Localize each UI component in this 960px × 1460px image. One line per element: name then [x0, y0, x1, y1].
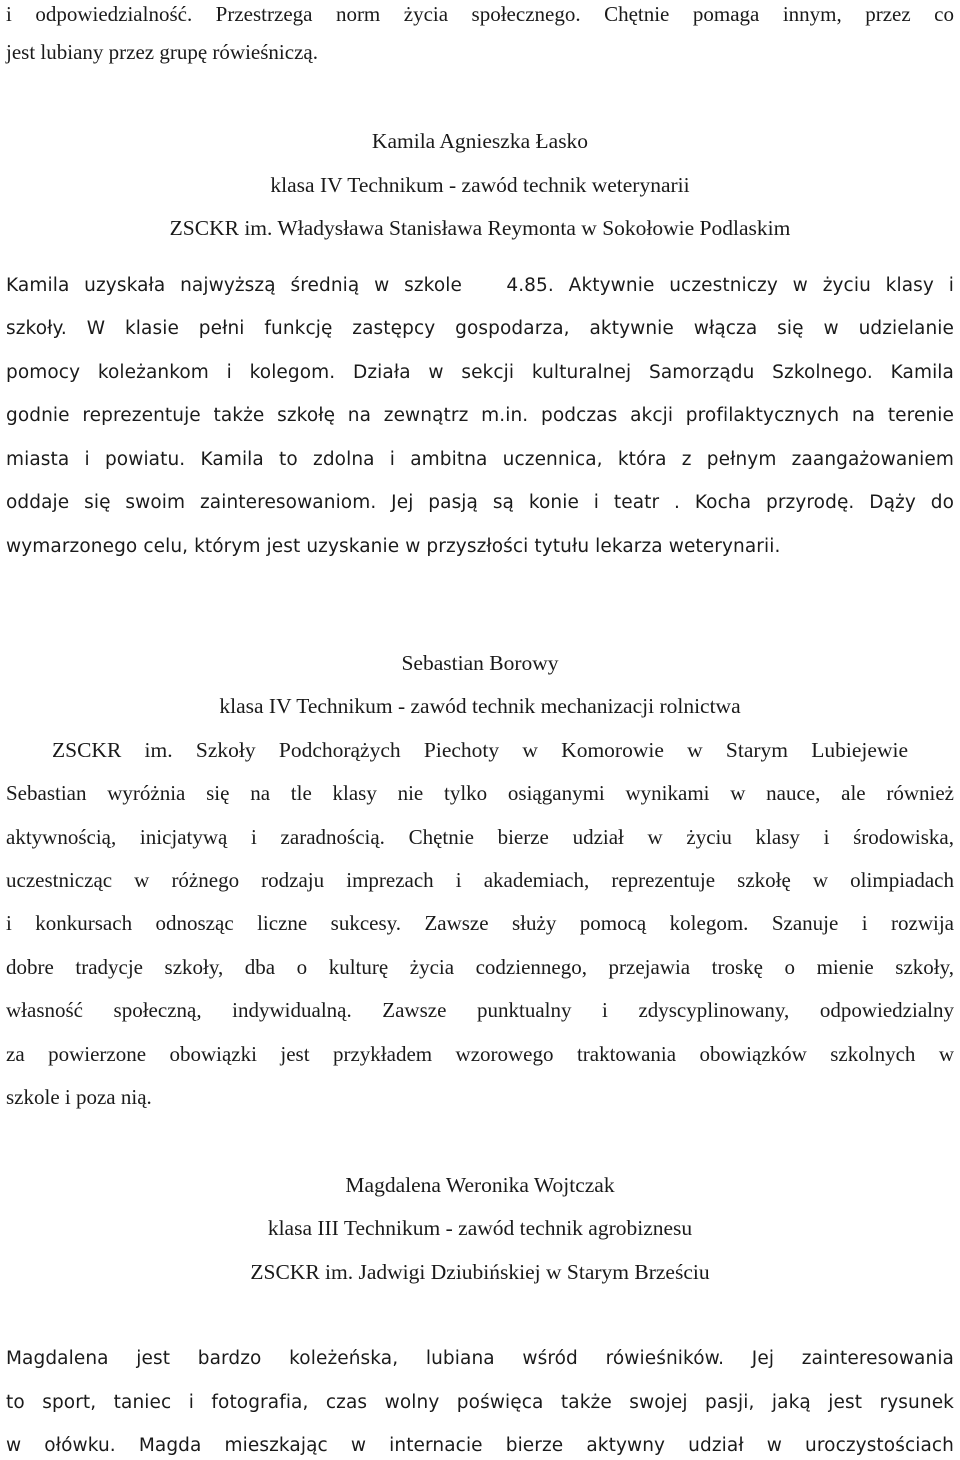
profile-1-school: ZSCKR im. Władysława Stanisława Reymonta w Sokołowie Podlaskim: [169, 216, 791, 240]
profile-2-line-1: Sebastian wyróżnia się na tle klasy nie tylko osiąganymi wynikami w nauce, ale również: [6, 781, 954, 805]
profile-2-line-2: aktywnością, inicjatywą i zaradnością. Chętnie bierze udział w życiu klasy i środowiska,: [6, 825, 954, 849]
intro-line-1: i odpowiedzialność. Przestrzega norm życia społecznego. Chętnie pomaga innym, przez co: [6, 2, 954, 26]
profile-3-line-3: w ołówku. Magda mieszkając w internacie bierze aktywny udział w uroczystościach: [6, 1435, 954, 1456]
profile-1-line-5: miasta i powiatu. Kamila to zdolna i ambitna uczennica, która z pełnym zaangażowaniem: [6, 449, 954, 470]
profile-2-line-4: i konkursach odnosząc liczne sukcesy. Zawsze służy pomocą kolegom. Szanuje i rozwija: [6, 911, 954, 935]
profile-1-line-3: pomocy koleżankom i kolegom. Działa w sekcji kulturalnej Samorządu Szkolnego. Kamila: [6, 362, 954, 383]
profile-2-line-6: własność społeczną, indywidualną. Zawsze punktualny i zdyscyplinowany, odpowiedzialny: [6, 998, 954, 1022]
profile-2-line-5: dobre tradycje szkoły, dba o kulturę życia codziennego, przejawia troskę o mienie szkoły,: [6, 955, 954, 979]
profile-2-line-7: za powierzone obowiązki jest przykładem wzorowego traktowania obowiązków szkolnych w: [6, 1042, 954, 1066]
profile-1-line-4: godnie reprezentuje także szkołę na zewnątrz m.in. podczas akcji profilaktycznych na terenie: [6, 405, 954, 426]
profile-2-school: ZSCKR im. Szkoły Podchorążych Piechoty w Komorowie w Starym Lubiejewie: [52, 738, 908, 762]
profile-1-line-6: oddaje się swoim zainteresowaniom. Jej pasją są konie i teatr . Kocha przyrodę. Dąży do: [6, 492, 954, 513]
profile-1-line-2: szkoły. W klasie pełni funkcję zastępcy gospodarza, aktywnie włącza się w udzielanie: [6, 318, 954, 339]
profile-3-line-1: Magdalena jest bardzo koleżeńska, lubiana wśród rówieśników. Jej zainteresowania: [6, 1348, 954, 1369]
profile-1-line-7: wymarzonego celu, którym jest uzyskanie w przyszłości tytułu lekarza weterynarii.: [6, 536, 781, 557]
profile-2-line-8: szkole i poza nią.: [6, 1085, 152, 1109]
profile-2-line-3: uczestnicząc w różnego rodzaju imprezach i akademiach, reprezentuje szkołę w olimpiadach: [6, 868, 954, 892]
profile-3-line-2: to sport, taniec i fotografia, czas wolny poświęca także swojej pasji, jaką jest rysunek: [6, 1392, 954, 1413]
profile-2-class: klasa IV Technikum - zawód technik mechanizacji rolnictwa: [219, 694, 741, 718]
profile-3-name: Magdalena Weronika Wojtczak: [345, 1173, 615, 1197]
profile-1-class: klasa IV Technikum - zawód technik weterynarii: [270, 173, 690, 197]
intro-line-2: jest lubiany przez grupę rówieśniczą.: [6, 40, 318, 64]
profile-3-class: klasa III Technikum - zawód technik agrobiznesu: [267, 1216, 693, 1240]
profile-3-school: ZSCKR im. Jadwigi Dziubińskiej w Starym Brześciu: [250, 1260, 710, 1284]
profile-1-name: Kamila Agnieszka Łasko: [371, 129, 589, 153]
profile-2-name: Sebastian Borowy: [401, 651, 559, 675]
profile-1-line-1: Kamila uzyskała najwyższą średnią w szkole 4.85. Aktywnie uczestniczy w życiu klasy i: [6, 275, 954, 296]
